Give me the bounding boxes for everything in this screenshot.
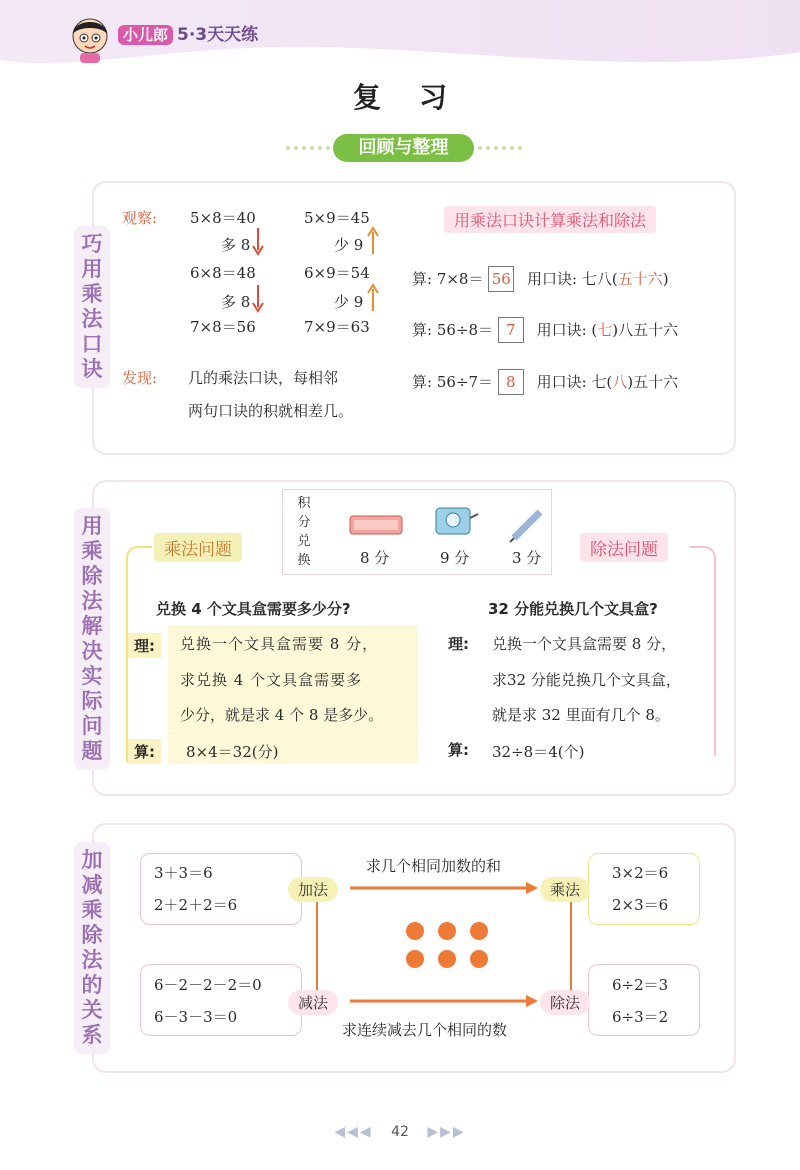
mult-reason-3: 少分，就是求 4 个 8 是多少。 bbox=[180, 706, 384, 724]
points-pen: 3 分 bbox=[512, 549, 542, 567]
mult-reason-label: 理: bbox=[128, 633, 161, 658]
dot bbox=[438, 922, 456, 940]
mult-question: 兑换 4 个文具盒需要多少分? bbox=[156, 600, 351, 618]
pencil-box-icon bbox=[346, 510, 406, 540]
div-question: 32 分能兑换几个文具盒? bbox=[488, 600, 658, 618]
discover-line-1: 几的乘法口诀，每相邻 bbox=[188, 369, 339, 387]
right-arrow-icon bbox=[350, 880, 540, 896]
mascot-avatar-icon bbox=[68, 14, 112, 64]
div-reason-3: 就是求 32 里面有几个 8。 bbox=[492, 706, 670, 724]
mult-tag: 乘法问题 bbox=[154, 533, 242, 562]
up-arrow-icon bbox=[367, 226, 379, 256]
pen-icon bbox=[508, 504, 548, 544]
add-eq-2: 2＋2＋2＝6 bbox=[154, 896, 238, 914]
mul-label: 乘法 bbox=[540, 877, 590, 902]
mult-reason-2: 求兑换 4 个文具盒需要多 bbox=[180, 671, 363, 689]
calc-text: 算: 7×8＝ bbox=[412, 270, 484, 288]
sub-eq-1: 6－2－2－2＝0 bbox=[154, 976, 262, 994]
dot bbox=[406, 922, 424, 940]
div-eq-2: 6÷3＝2 bbox=[612, 1008, 669, 1026]
rhyme-post: )五十六 bbox=[627, 373, 679, 391]
mult-reason-1: 兑换一个文具盒需要 8 分， bbox=[180, 635, 379, 653]
page-number: 42 bbox=[391, 1124, 409, 1140]
add-label: 加法 bbox=[288, 877, 338, 902]
calc-text: 算: 56÷7＝ bbox=[412, 373, 494, 391]
section-pill: 回顾与整理 bbox=[333, 134, 474, 162]
rhyme-highlight: 七 bbox=[597, 321, 613, 339]
brand-series: 5·3天天练 bbox=[177, 25, 259, 45]
dot bbox=[470, 922, 488, 940]
calc-row-2 bbox=[412, 317, 678, 343]
div-label: 除法 bbox=[540, 990, 590, 1015]
div-tag: 除法问题 bbox=[580, 533, 668, 562]
brand-logo: 小儿郎 bbox=[118, 25, 173, 45]
rhyme-pre: 用口诀: 七( bbox=[536, 373, 613, 391]
brand bbox=[118, 20, 258, 45]
answer-box: 56 bbox=[488, 266, 514, 292]
card3-title: 加减乘除法的关系 bbox=[74, 842, 110, 1054]
rhyme-post: )八五十六 bbox=[612, 321, 679, 339]
left-diff-2: 多 8 bbox=[221, 293, 251, 311]
right-arrows: ▶▶▶ bbox=[427, 1124, 466, 1140]
dot bbox=[438, 950, 456, 968]
vertical-connector-left bbox=[316, 888, 318, 1000]
page-number-footer bbox=[0, 1124, 800, 1140]
left-eq-1: 5×8＝40 bbox=[190, 209, 256, 227]
pill-dots-right bbox=[478, 146, 522, 154]
discover-line-2: 两句口诀的积就相差几。 bbox=[188, 402, 354, 420]
rhyme-post: ) bbox=[662, 270, 669, 288]
dot bbox=[470, 950, 488, 968]
points-sharpener: 9 分 bbox=[440, 549, 470, 567]
left-eq-3: 7×8＝56 bbox=[190, 318, 256, 336]
rhyme-highlight: 八 bbox=[612, 373, 628, 391]
rhyme-highlight: 五十六 bbox=[617, 270, 663, 288]
right-eq-1: 5×9＝45 bbox=[304, 209, 370, 227]
exchange-label: 积分兑换 bbox=[297, 496, 311, 568]
left-eq-2: 6×8＝48 bbox=[190, 264, 256, 282]
down-arrow-icon bbox=[252, 226, 264, 256]
right-eq-2: 6×9＝54 bbox=[304, 264, 370, 282]
discover-label: 发现: bbox=[122, 369, 158, 387]
add-eq-1: 3＋3＝6 bbox=[154, 864, 213, 882]
page-title: 复习 bbox=[352, 81, 485, 114]
right-eq-3: 7×9＝63 bbox=[304, 318, 370, 336]
top-caption: 求几个相同加数的和 bbox=[366, 857, 502, 875]
div-eq-1: 6÷2＝3 bbox=[612, 976, 669, 994]
up-arrow-icon bbox=[367, 283, 379, 313]
div-reason-label: 理: bbox=[448, 635, 469, 653]
dot bbox=[406, 950, 424, 968]
card1-subtitle: 用乘法口诀计算乘法和除法 bbox=[444, 206, 656, 233]
card1-title: 巧用乘法口诀 bbox=[74, 226, 110, 388]
pencil-sharpener-icon bbox=[430, 500, 480, 540]
div-reason-1: 兑换一个文具盒需要 8 分， bbox=[492, 635, 677, 653]
right-arrow-icon bbox=[350, 993, 540, 1009]
div-bracket bbox=[690, 546, 716, 756]
card2-title: 用乘除法解决实际问题 bbox=[74, 508, 110, 770]
rhyme-pre: 用口诀: ( bbox=[536, 321, 598, 339]
mul-eq-2: 2×3＝6 bbox=[612, 896, 669, 914]
calc-row-3 bbox=[412, 369, 678, 395]
down-arrow-icon bbox=[252, 283, 264, 313]
vertical-connector-right bbox=[570, 888, 572, 1000]
rhyme-pre: 用口诀: 七八( bbox=[527, 270, 618, 288]
mul-eq-1: 3×2＝6 bbox=[612, 864, 669, 882]
left-arrows: ◀◀◀ bbox=[334, 1124, 373, 1140]
calc-text: 算: 56÷8＝ bbox=[412, 321, 494, 339]
left-diff-1: 多 8 bbox=[221, 236, 251, 254]
pill-dots-left bbox=[286, 146, 330, 154]
bottom-caption: 求连续减去几个相同的数 bbox=[342, 1021, 508, 1039]
answer-box: 7 bbox=[498, 317, 524, 343]
mult-calc-label: 算: bbox=[128, 739, 161, 764]
sub-eq-2: 6－3－3＝0 bbox=[154, 1008, 238, 1026]
div-reason-2: 求32 分能兑换几个文具盒， bbox=[492, 671, 681, 689]
mult-calc: 8×4＝32(分) bbox=[186, 743, 279, 761]
right-diff-2: 少 9 bbox=[334, 293, 364, 311]
div-calc-label: 算: bbox=[448, 741, 469, 759]
observe-label: 观察: bbox=[122, 209, 158, 227]
answer-box: 8 bbox=[498, 369, 524, 395]
calc-row-1 bbox=[412, 266, 669, 292]
div-calc: 32÷8＝4(个) bbox=[492, 743, 585, 761]
right-diff-1: 少 9 bbox=[334, 236, 364, 254]
sub-label: 减法 bbox=[288, 990, 338, 1015]
points-pencil-box: 8 分 bbox=[360, 549, 390, 567]
